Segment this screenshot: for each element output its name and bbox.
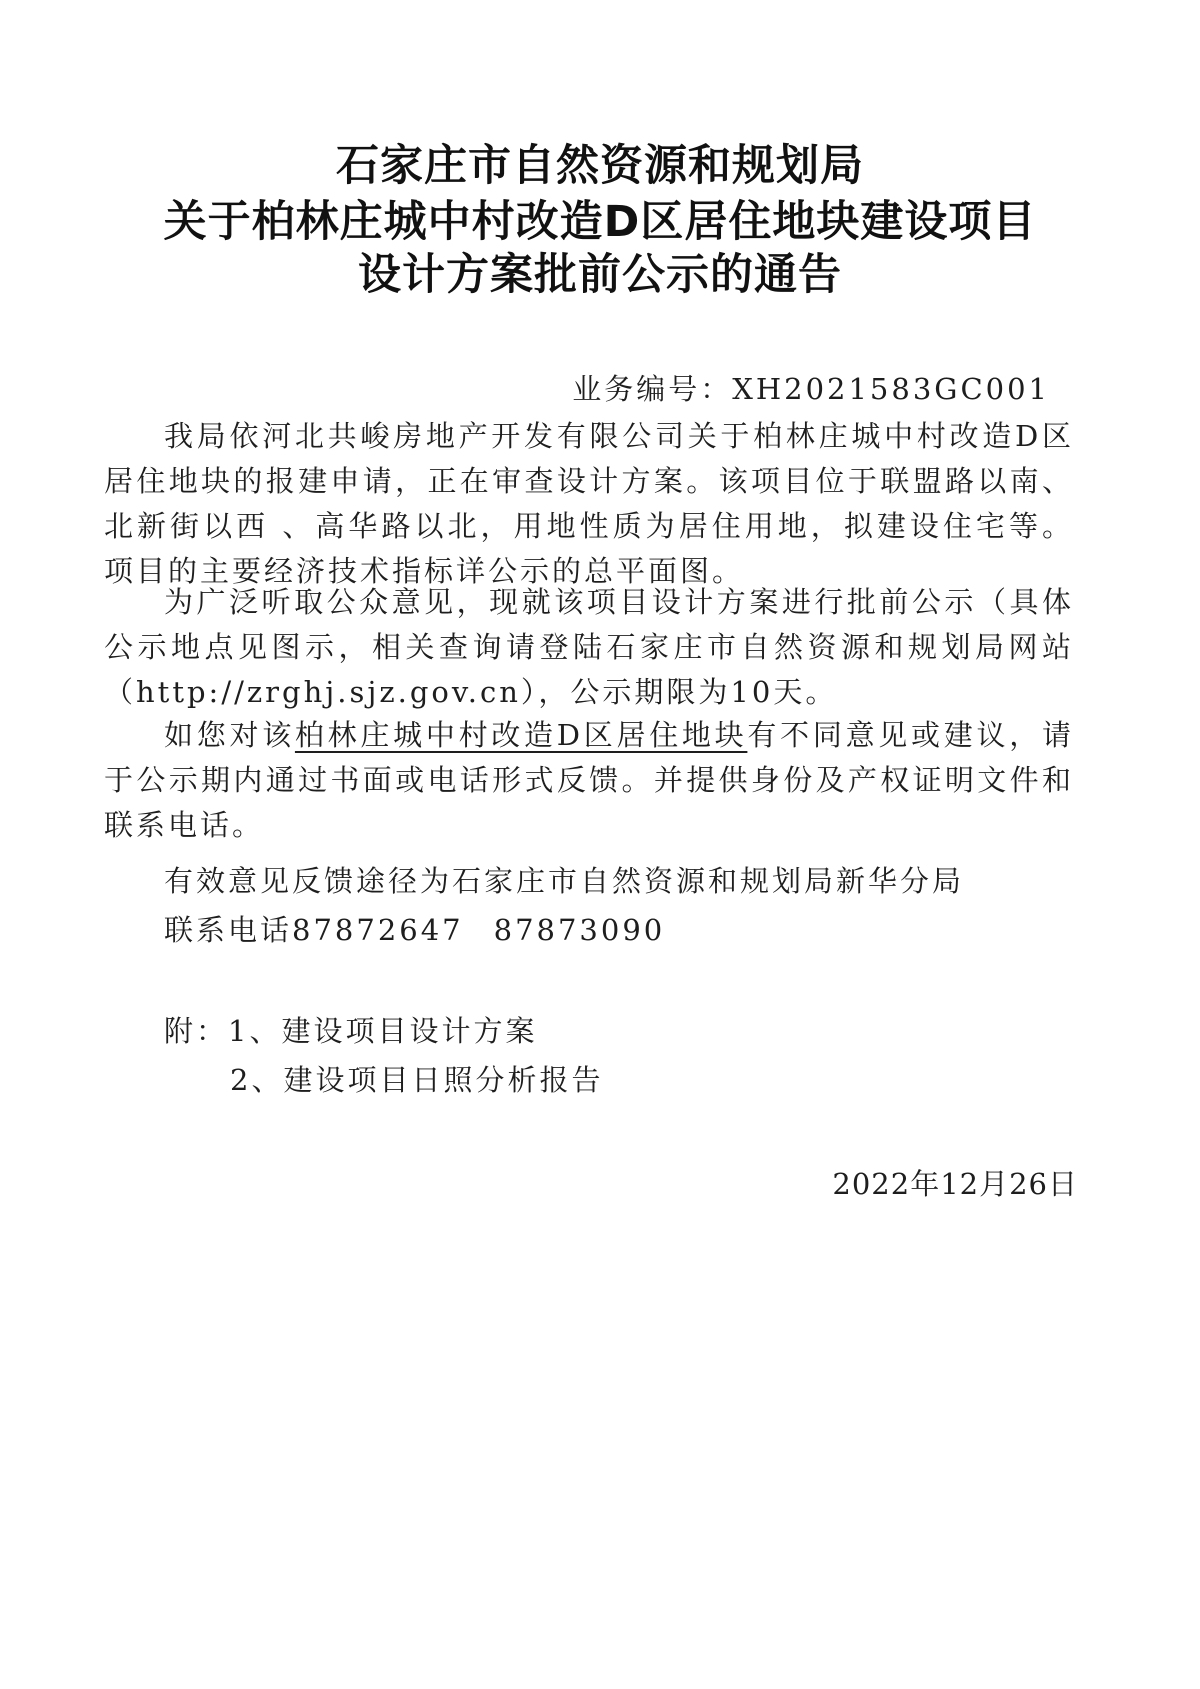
page-title-line-3: 设计方案批前公示的通告 — [358, 250, 842, 300]
contact-phone-line — [164, 908, 665, 953]
page-title-line-2: 关于柏林庄城中村改造D区居住地块建设项目 — [163, 197, 1037, 247]
contact-phone-1: 87872647 — [292, 913, 464, 947]
paragraph-feedback — [104, 713, 1074, 848]
attachment-item-2: 2、建设项目日照分析报告 — [230, 1063, 604, 1097]
feedback-suffix: 有不同意见或建议，请于公示期内通过书面或电话形式反馈。并提供身份及产权证明文件和联系电话。 — [104, 718, 1074, 842]
feedback-prefix: 如您对该 — [164, 718, 295, 752]
attachment-item-1: 附：1、建设项目设计方案 — [164, 1014, 538, 1048]
paragraph-project-info: 我局依河北共峻房地产开发有限公司关于柏林庄城中村改造D区居住地块的报建申请，正在审查设计方案。该项目位于联盟路以南、北新街以西 、高华路以北，用地性质为居住用地，拟建设住宅等。项目的主要经济技术指标详公示的总平面图。 — [104, 419, 1074, 588]
paragraph-publicity: 为广泛听取公众意见，现就该项目设计方案进行批前公示（具体公示地点见图示，相关查询请登陆石家庄市自然资源和规划局网站（http://zrghj.sjz.gov.cn），公示期限为10天。 — [104, 585, 1074, 709]
contact-phone-2: 87873090 — [493, 913, 666, 947]
notice-date: 2022年12月26日 — [832, 1167, 1078, 1201]
business-number: 业务编号：XH2021583GC001 — [572, 372, 1050, 406]
contact-label: 联系电话 — [164, 913, 293, 947]
underlined-project-name: 柏林庄城中村改造D区居住地块 — [294, 718, 748, 752]
feedback-channel: 有效意见反馈途径为石家庄市自然资源和规划局新华分局 — [164, 864, 965, 898]
page-title-line-1: 石家庄市自然资源和规划局 — [336, 141, 864, 191]
